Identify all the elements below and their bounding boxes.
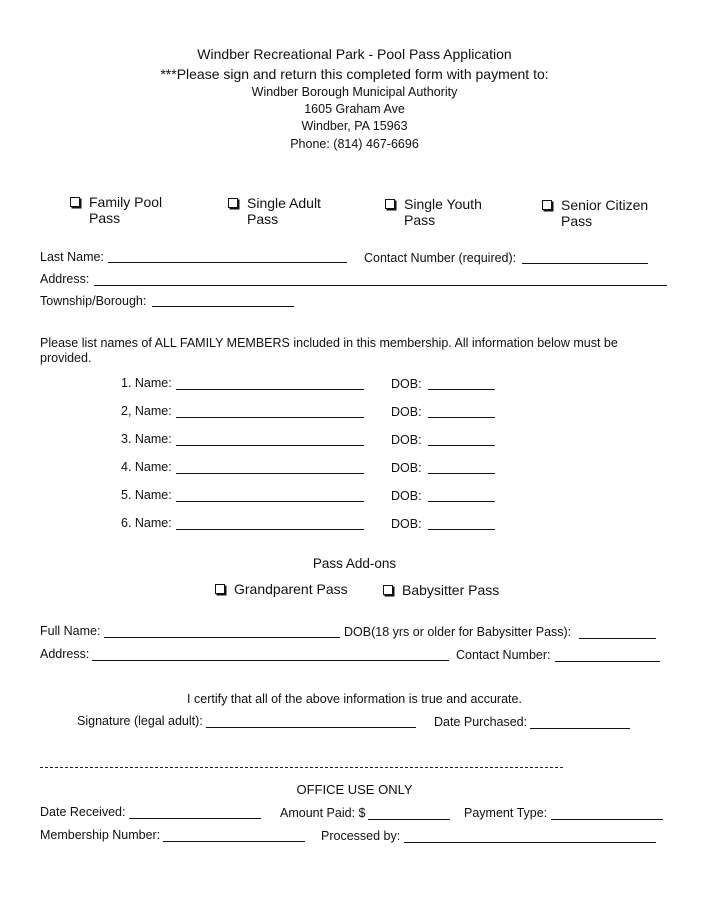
family-member-6-dob-label: DOB: [391,517,422,531]
senior-citizen-pass-label-1: Senior Citizen [561,197,649,213]
family-member-5-label: 5. Name: [121,488,172,502]
family-member-4-label: 4. Name: [121,460,172,474]
addon-dob-field[interactable] [579,638,656,639]
family-member-5-dob-field[interactable] [428,501,495,502]
amount-paid-label: Amount Paid: $ [280,806,366,820]
single-youth-pass-label-1: Single Youth [404,196,482,212]
family-member-4-name-field[interactable] [176,473,364,474]
township-label: Township/Borough: [40,294,147,308]
family-member-3-dob-field[interactable] [428,445,495,446]
township-field[interactable] [152,306,294,307]
babysitter-pass-label: Babysitter Pass [402,582,500,598]
date-received-field[interactable] [129,818,261,819]
family-member-6-label: 6. Name: [121,516,172,530]
pass-addons-title: Pass Add-ons [312,556,397,571]
senior-citizen-pass-checkbox[interactable] [542,200,552,210]
processed-by-field[interactable] [404,842,656,843]
family-member-5-dob-label: DOB: [391,489,422,503]
addon-contact-number-field[interactable] [555,661,660,662]
grandparent-pass-label: Grandparent Pass [234,581,348,597]
family-pool-pass-checkbox[interactable] [70,197,80,207]
family-member-5-name-field[interactable] [176,501,364,502]
grandparent-pass-checkbox[interactable] [215,584,225,594]
last-name-field[interactable] [108,262,347,263]
org-name: Windber Borough Municipal Authority [251,85,458,99]
amount-paid-field[interactable] [368,819,450,820]
org-city: Windber, PA 15963 [301,119,408,133]
single-youth-pass-label-2: Pass [404,212,436,228]
office-divider [40,767,563,768]
certify-statement: I certify that all of the above information is true and accurate. [187,692,522,706]
addon-dob-label: DOB(18 yrs or older for Babysitter Pass): [344,625,572,639]
family-member-3-name-field[interactable] [176,445,364,446]
org-street: 1605 Graham Ave [304,102,405,116]
single-youth-pass-checkbox[interactable] [385,199,395,209]
return-instruction: ***Please sign and return this completed form with payment to: [160,66,549,82]
office-use-title: OFFICE USE ONLY [296,782,413,797]
signature-label: Signature (legal adult): [77,714,203,728]
contact-number-field[interactable] [522,263,648,264]
single-adult-pass-label-1: Single Adult [247,195,321,211]
family-member-3-label: 3. Name: [121,432,172,446]
addon-address-field[interactable] [92,660,449,661]
single-adult-pass-checkbox[interactable] [228,198,238,208]
addon-full-name-label: Full Name: [40,624,101,638]
single-adult-pass-label-2: Pass [247,211,279,227]
family-member-1-dob-label: DOB: [391,377,422,391]
babysitter-pass-checkbox[interactable] [383,585,393,595]
senior-citizen-pass-label-2: Pass [561,213,593,229]
family-member-2-label: 2, Name: [121,404,172,418]
family-member-2-dob-field[interactable] [428,417,495,418]
addon-full-name-field[interactable] [104,637,340,638]
family-member-1-name-field[interactable] [176,389,364,390]
family-instructions: Please list names of ALL FAMILY MEMBERS included in this membership. All information below must be [40,336,618,350]
form-title: Windber Recreational Park - Pool Pass Application [197,46,512,62]
address-label: Address: [40,272,90,286]
membership-number-label: Membership Number: [40,828,161,842]
address-field[interactable] [94,285,667,286]
date-purchased-field[interactable] [530,728,630,729]
date-received-label: Date Received: [40,805,126,819]
processed-by-label: Processed by: [321,829,401,843]
family-member-4-dob-label: DOB: [391,461,422,475]
family-instructions-continued: provided. [40,351,92,365]
family-member-4-dob-field[interactable] [428,473,495,474]
payment-type-field[interactable] [551,819,663,820]
family-member-1-dob-field[interactable] [428,389,495,390]
last-name-label: Last Name: [40,250,104,264]
family-pool-pass-label-1: Family Pool [89,194,163,210]
membership-number-field[interactable] [163,841,305,842]
signature-field[interactable] [206,727,416,728]
family-member-6-name-field[interactable] [176,529,364,530]
family-member-1-label: 1. Name: [121,376,172,390]
contact-number-label: Contact Number (required): [364,251,517,265]
family-member-2-name-field[interactable] [176,417,364,418]
date-purchased-label: Date Purchased: [434,715,528,729]
family-pool-pass-label-2: Pass [89,210,121,226]
payment-type-label: Payment Type: [464,806,548,820]
family-member-3-dob-label: DOB: [391,433,422,447]
org-phone: Phone: (814) 467-6696 [290,137,419,151]
family-member-2-dob-label: DOB: [391,405,422,419]
addon-address-label: Address: [40,647,90,661]
family-member-6-dob-field[interactable] [428,529,495,530]
addon-contact-number-label: Contact Number: [456,648,551,662]
